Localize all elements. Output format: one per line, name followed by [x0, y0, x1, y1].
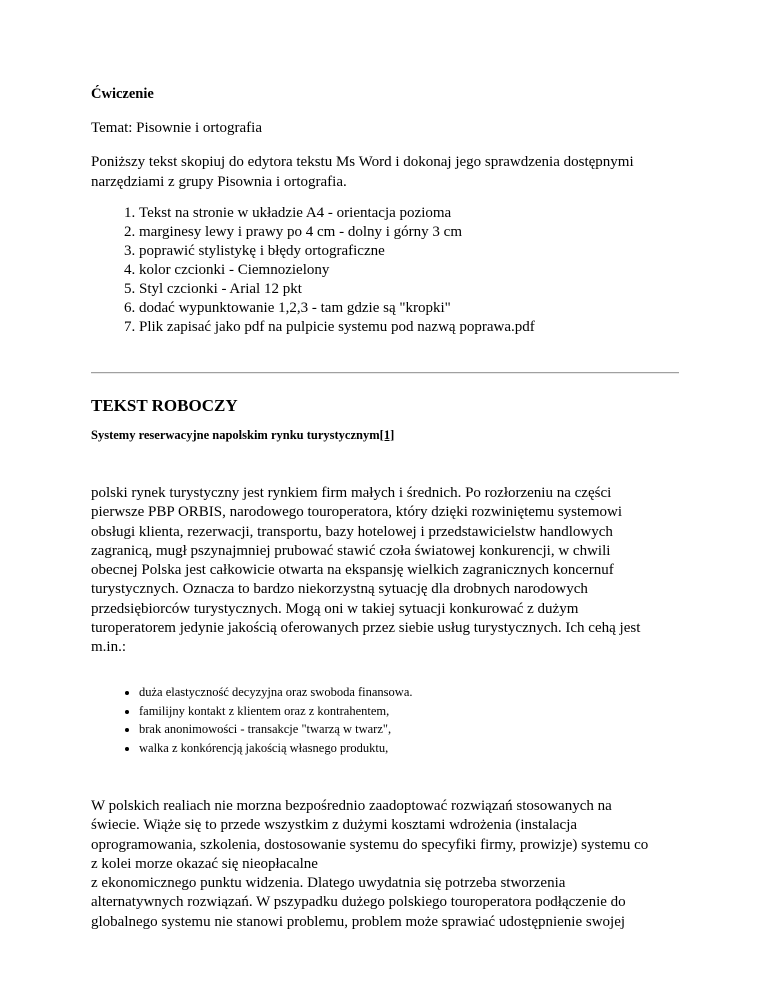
feature-item: • familijny kontakt z klientem oraz z kontrahentem,	[139, 702, 413, 721]
intro-paragraph	[91, 152, 681, 192]
feature-item: • walka z konkórencją jakością własnego produktu,	[139, 739, 413, 758]
horizontal-rule	[91, 372, 679, 374]
exercise-heading: Ćwiczenie	[91, 86, 154, 102]
task-item: 2. marginesy lewy i prawy po 4 cm - dolny i górny 3 cm	[139, 223, 535, 242]
task-list	[91, 204, 535, 337]
intro-line: narzędziami z grupy Pisownia i ortografia.	[91, 174, 347, 190]
task-item: 5. Styl czcionki - Arial 12 pkt	[139, 280, 535, 299]
paragraph-line: przedsiębiorców turystycznych. Mogą oni w takiej sytuacji konkurować z dużym	[91, 600, 579, 617]
feature-bullet-list	[91, 683, 413, 757]
body-paragraph-2	[91, 797, 681, 932]
task-item: 6. dodać wypunktowanie 1,2,3 - tam gdzie są "kropki"	[139, 299, 535, 318]
paragraph-line: obsługi klienta, rezerwacji, transportu, bazy hotelowej i przedstawicielstw handlowych	[91, 523, 613, 540]
paragraph-line: obecnej Polska jest całkowicie otwarta na ekspansję wielkich zagranicznych koncernuf	[91, 562, 614, 579]
task-item: 3. poprawić stylistykę i błędy ortograficzne	[139, 242, 535, 261]
article-subtitle	[91, 428, 394, 443]
paragraph-line: globalnego systemu nie stanowi problemu, problem może sprawiać udostępnienie swojej	[91, 913, 626, 930]
task-item: 1. Tekst na stronie w układzie A4 - orientacja pozioma	[139, 204, 535, 223]
body-paragraph-1	[91, 484, 681, 658]
footnote-link[interactable]: [1]	[379, 428, 395, 442]
section-title: TEKST ROBOCZY	[91, 396, 238, 415]
paragraph-line: turystycznych. Oznacza to bardzo niekorzystną sytuację dla drobnych narodowych	[91, 581, 588, 598]
task-item: 7. Plik zapisać jako pdf na pulpicie systemu pod nazwą poprawa.pdf	[139, 318, 535, 337]
paragraph-line: pierwsze PBP ORBIS, narodowego touroperatora, który dzięki rozwiniętemu systemowi	[91, 504, 623, 521]
feature-item: • duża elastyczność decyzyjna oraz swoboda finansowa.	[139, 683, 413, 702]
intro-line: Poniższy tekst skopiuj do edytora tekstu Ms Word i dokonaj jego sprawdzenia dostępnymi	[91, 154, 634, 170]
subtitle-text: Systemy reserwacyjne napolskim rynku turystycznym	[91, 428, 380, 442]
paragraph-line: alternatywnych rozwiązań. W pszypadku dużego polskiego touroperatora podłączenie do	[91, 894, 626, 911]
paragraph-line: świecie. Wiąże się to przede wszystkim z dużymi kosztami wdrożenia (instalacja	[91, 817, 578, 834]
topic-line: Temat: Pisownie i ortografia	[91, 120, 262, 136]
paragraph-line: polski rynek turystyczny jest rynkiem firm małych i średnich. Po rozłorzeniu na części	[91, 485, 612, 501]
paragraph-line: z kolei morze okazać się nieopłacalne	[91, 855, 318, 872]
paragraph-line: zagranicą, mugł pszynajmniej prubować stawić czoła światowej konkurencji, w chwili	[91, 542, 611, 559]
paragraph-line: turoperatorem jedynie jakością oferowanych przez siebie usług turystycznych. Ich cehą jest	[91, 620, 641, 637]
paragraph-line: z ekonomicznego punktu widzenia. Dlatego uwydatnia się potrzeba stworzenia	[91, 875, 566, 892]
paragraph-line: m.in.:	[91, 639, 127, 656]
task-item: 4. kolor czcionki - Ciemnozielony	[139, 261, 535, 280]
paragraph-line: W polskich realiach nie morzna bezpośrednio zaadoptować rozwiązań stosowanych na	[91, 798, 612, 814]
paragraph-line: oprogramowania, szkolenia, dostosowanie systemu do specyfiki firmy, prowizje) systemu co	[91, 836, 649, 853]
feature-item: • brak anonimowości - transakcje "twarzą w twarz",	[139, 720, 413, 739]
